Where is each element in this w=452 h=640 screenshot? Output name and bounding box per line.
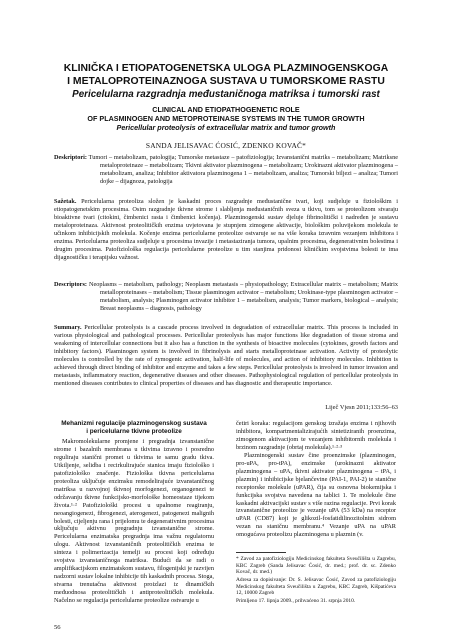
authors: SANDA JELISAVAC ĆOSIĆ, ZDENKO KOVAČ* [145, 141, 307, 150]
body-column-right [236, 420, 396, 539]
sazetak-block [54, 198, 398, 262]
deskriptori-label: Deskriptori: [54, 154, 87, 161]
deskriptori-text: Tumori – metabolizam, patologija; Tumorske metastaze – patofiziologija; Izvanstanični matriks – metabolizam; Matriksne metaloproteinaze – metabolizam; Tkivni aktivator plazminogena – metabolizam; Urokinazni aktivator plazminogena – metabolizam, analiza; Inhibitor aktivatora plazminogena 1 – metabolizam, analiza; Tumorski biljezi – analiza; Tumori dojke – dijagnoza, patologija [88, 154, 398, 185]
english-title [20, 105, 432, 123]
descriptors-text: Neoplasms – metabolism, pathology; Neoplasm metastasis – physiopathology; Extracellular matrix – metabolism; Matrix metalloproteinases – metabolism; Tissue plasminogen activator – metabolism; Urokinase-type plasminogen activator – metabolism, analysis; Plasminogen activator inhibitor 1 – metabolism, analysis; Tumor markers, biological – analysis; Breast neoplasms – diagnosis, pathology [88, 281, 399, 312]
summary-block [54, 324, 398, 388]
footnote-divider [236, 552, 286, 553]
section-heading [54, 420, 214, 436]
english-title-line2: OF PLASMINOGEN AND METOPROTEINASE SYSTEMS IN THE TUMOR GROWTH [87, 114, 365, 123]
article-title [20, 62, 432, 88]
footnote-address: Adresa za dopisivanje: Dr. S. Jelisavac Ćosić, Zavod za patofiziologiju Medicinskog fakulteta Sveučilišta u Zagrebu, KBC Zagreb, Kišpatićeva 12, 10000 Zagreb [236, 577, 396, 597]
body-paragraph: Makromolekularne promjene i pregradnja izvanstanične strome i bazalnih membrana u tkivima izravno i posredno reguliraju stanični promet u tkivima te samu gradu tkiva. Utkiljenje, selidba i recirkulirajuće stanica imaju fiziološko i patofiziološko značenje. Fiziološka tkivna pericelularna proteoliza uključuje enzimsku remodelirajuće izvanstaničnog matriksa u razvojnoj tkivnoj morfogenezi, organogenezi te održavanju tkivne funkcijsko-morfološke homeostaze tijekom života.¹·² Patofiziološki procesi u upalnome reagiranju, neoangiogenezi, fibrogenezi, aterogenezi, patogenezi malignih bolesti, cijeljenju rana i prijelomu te degenerativnim procesima uključuju aktivnu pregradnju izvanstanične strome. Pericelularna enzimatska pregradnja ima važnu regulatornu ulogu. Aktivnost izvanstaničnih proteolitičkih enzima te sinteza i polimerizacija temelji su procesi koji određuju svojstva izvanstaničnoga matriksa. Budući da se radi o amplifikacijskom enzimatskom sustavu, filogenijski je razvijen nadzorni sustav lokalne inhibicije tih kaskadnih procesa. Stoga, stvarna trenutačna aktivnost proizlazi iz dinamičkih međuodnosa proteolitičkih i antiproteolitičkih molekula. Načelno se regulacija pericelularne proteolize ostvaruje u [54, 438, 215, 605]
page-number: 56 [54, 624, 61, 631]
sazetak-label: Sažetak. [54, 198, 77, 205]
section-heading-line1: Mehanizmi regulacije plazminogenskog sustava [61, 420, 207, 427]
body-paragraph: četiri koraka: regulacijom genskog izražaja enzima i njihovih inhibitora, kompartmentalizirajućih sintetiziranih proenzima, zimogenom aktivacijom te vezanjem inhibitornih molekula i brzinom razgradnje (obrtaj molekula).¹·²·³ [236, 420, 396, 451]
descriptors-block [54, 281, 398, 313]
footnote-dates: Primljeno 17. lipnja 2009., prihvaćeno 31. srpnja 2010. [236, 598, 356, 604]
section-heading-line2: i pericelularne tkivne proteolize [86, 428, 182, 435]
article-title-line1: KLINIČKA I ETIOPATOGENETSKA ULOGA PLAZMINOGENSKOGA [63, 63, 389, 74]
article-title-line2: I METALOPROTEINAZNOGA SUSTAVA U TUMORSKOME RASTU [67, 76, 385, 87]
sazetak-text: Pericelularna proteoliza složen je kaskadni proces razgradnje međustanične tvari, koji sudjeluje u fiziološkim i etiopatogenetskim procesima. Osim razgradnje tkivne strome i slabljenja međustaničnih sveza u tkivu, tom se proteolizom stvaraju bioaktivne tvari (citokini, čimbenici rasta i čimbenici kočenja). Plazminogenski sustav djeluje fibrinolitički i nadređen je sustavu metaloproteinaza. Aktivnost proteolitičkih enzima uvjetovana je stupnjem zimogene aktivacije, biološkim poluvijekom molekula te učinkom inhibicijskih molekula. Kočenje enzima pericelularne proteolize ostvaruje se na više koraka izravnim vezanjem inhibitora i enzima. Pericelularna proteoliza sudjeluje u procesima invazije i metastaziranja tumora, upalnim procesima, degenerativnim bolestima i drugim procesima. Patofiziološka regulacija pericelularne proteolize u tim stanjima pridonosi kliničkim svojstvima bolesti te ima dijagnostičku i terapijsku važnost. [54, 198, 398, 261]
english-subtitle: Pericellular proteolysis of extracellular matrix and tumor growth [116, 123, 336, 132]
body-paragraph: Plazminogenski sustav čine proenzimske (plazminogen, pro-uPA, pro-tPA), enzimske (urokinazni aktivator plazminogena – uPA, tkivni aktivator plazminogena – tPA, i plazmin) i inhibicijske bjelančevine (PAI-1, PAI-2) te stanične receptorske molekule (uPAR), čija su osnovna biokemijska i funkcijska svojstva navedena na tablici 1. Te molekule čine kaskadni aktivacijski sustav s više razina regulacije. Prvi korak izvanstanične proteolize je vezanje uPA (53 kDa) na receptor uPAR (CD87) koji je glikozil-fosfatidilinozitolnim sidrom vezan na staničnu membranu.⁴ Vezanje uPA na uPAR omogućava proteolizu plazminogena u plazmin (v. [236, 451, 396, 539]
body-column-left [54, 420, 214, 605]
citation: Liječ Vjesn 2011;133:56–63 [325, 404, 398, 411]
footnote-affiliation: * Zavod za patofiziologiju Medicinskog fakulteta Sveučilišta u Zagrebu, KBC Zagreb (Sanda Jelisavac Ćosić, dr. med.; prof. dr. sc. Zdenko Kovač, dr. med.) [236, 556, 396, 576]
article-subtitle: Pericelularna razgradnja međustaničnoga matriksa i tumorski rast [72, 89, 380, 100]
summary-text: Pericellular proteolysis is a cascade process involved in degradation of extracellular matrix. This process is included in various physiological and pathological processes. Pericellular proteolysis has major functions like degradation of tissue stroma and weakening of intercellular connections but it also has a function in the synthesis of bioactive molecules (cytokines, growth factors and inhibitory factors). Plasminogen system is involved in fibrinolysis and starts metalloproteinase activation. Activity of proteolytic molecules is controlled by the rate of zymogenic activation, half-life of molecules, and action of inhibitory molecules. Inhibition is achieved through direct binding of inhibitor and enzyme and takes a few steps. Pericellular proteolysis is involved in tumor invasion and metastasis, inflammatory reaction, degenerative diseases and other diseases. Pathophysiological regulation of pericellular proteolysis in mentioned diseases contributes to clinical properties of diseases and has diagnostic and therapeutic importance. [54, 324, 398, 387]
deskriptori-block [54, 154, 398, 186]
english-title-line1: CLINICAL AND ETIOPATHOGENETIC ROLE [152, 105, 300, 114]
descriptors-label: Descriptors: [54, 281, 87, 288]
summary-label: Summary. [54, 324, 82, 331]
